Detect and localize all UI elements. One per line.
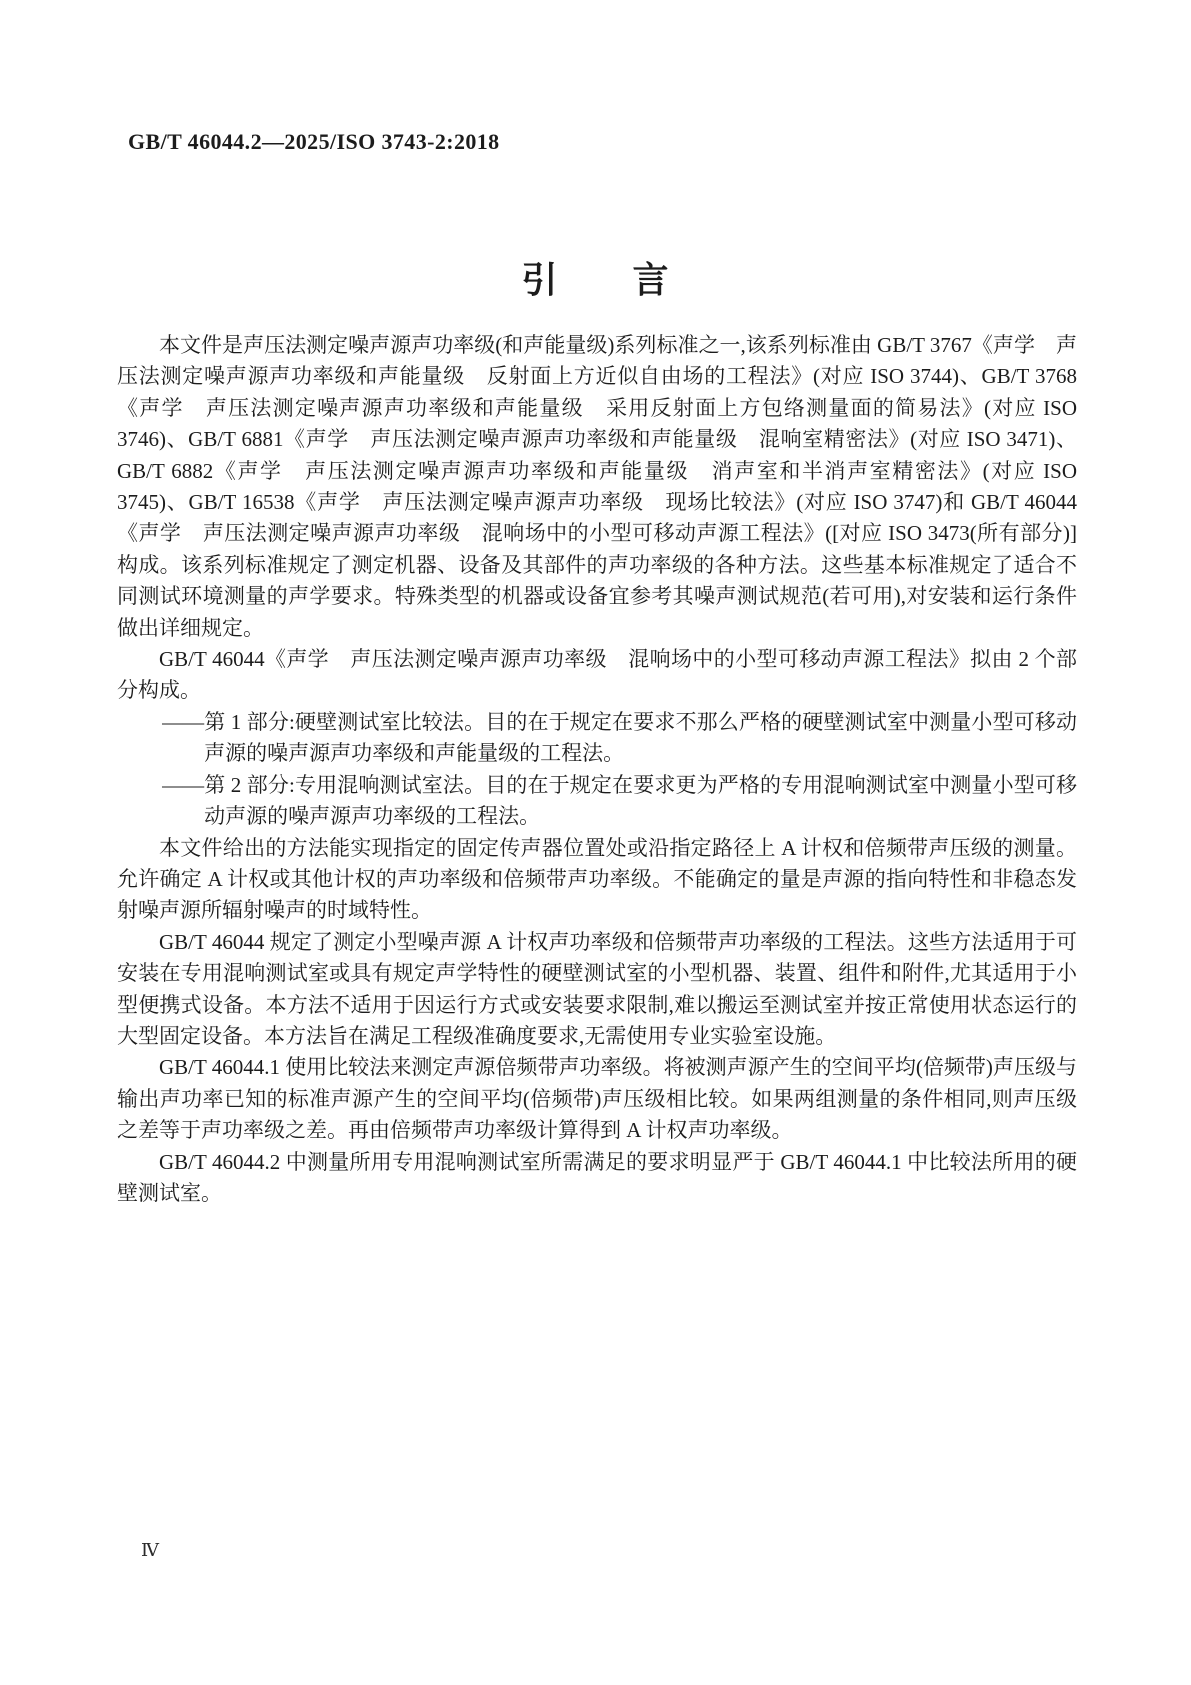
list-item-part-2: ——第 2 部分:专用混响测试室法。目的在于规定在要求更为严格的专用混响测试室中测量小型可移动声源的噪声源声功率级的工程法。 bbox=[162, 772, 1077, 829]
list-item-part-1: ——第 1 部分:硬壁测试室比较法。目的在于规定在要求不那么严格的硬壁测试室中测量小型可移动声源的噪声源声功率级和声能量级的工程法。 bbox=[162, 709, 1077, 766]
paragraph-intro-series: 本文件是声压法测定噪声源声功率级(和声能量级)系列标准之一,该系列标准由 GB/T 3767《声学 声压法测定噪声源声功率级和声能量级 反射面上方近似自由场的工程法》(对应 ISO 3744)、GB/T 3768《声学 声压法测定噪声源声功率级和声能量级 采用反射面上方包络测量面的简易法》(对应 ISO 3746)、GB/T 6881《声学 声压法测定噪声源声功率级和声能量级 混响室精密法》(对应 ISO 3471)、GB/T 6882《声学 声压法测定噪声源声功率级和声能量级 消声室和半消声室精密法》(对应 ISO 3745)、GB/T 16538《声学 声压法测定噪声源声功率级 现场比较法》(对应 ISO 3747)和 GB/T 46044《声学 声压法测定噪声源声功率级 混响场中的小型可移动声源工程法》([对应 ISO 3473(所有部分)]构成。该系列标准规定了测定机器、设备及其部件的声功率级的各种方法。这些基本标准规定了适合不同测试环境测量的声学要求。特殊类型的机器或设备宜参考其噪声测试规范(若可用),对安装和运行条件做出详细规定。 bbox=[117, 333, 1077, 640]
page-number: Ⅳ bbox=[141, 1540, 159, 1560]
page-title: 引 言 bbox=[521, 259, 670, 301]
paragraph-parts-lead: GB/T 46044《声学 声压法测定噪声源声功率级 混响场中的小型可移动声源工程法》拟由 2 个部分构成。 bbox=[117, 647, 1077, 703]
document-number: GB/T 46044.2—2025/ISO 3743-2:2018 bbox=[128, 129, 500, 154]
paragraph-comparison-method: GB/T 46044.1 使用比较法来测定声源倍频带声功率级。将被测声源产生的空间平均(倍频带)声压级与输出声功率已知的标准声源产生的空间平均(倍频带)声压级相比较。如果两组测量的条件相同,则声压级之差等于声功率级之差。再由倍频带声功率级计算得到 A 计权声功率级。 bbox=[117, 1055, 1077, 1143]
paragraph-applicability: GB/T 46044 规定了测定小型噪声源 A 计权声功率级和倍频带声功率级的工程法。这些方法适用于可安装在专用混响测试室或具有规定声学特性的硬壁测试室的小型机器、装置、组件和附件,尤其适用于小型便携式设备。本方法不适用于因运行方式或安装要求限制,难以搬运至测试室并按正常使用状态运行的大型固定设备。本方法旨在满足工程级准确度要求,无需使用专业实验室设施。 bbox=[117, 929, 1077, 1048]
paragraph-requirements: GB/T 46044.2 中测量所用专用混响测试室所需满足的要求明显严于 GB/T 46044.1 中比较法所用的硬壁测试室。 bbox=[117, 1149, 1077, 1205]
body-text bbox=[117, 330, 1077, 1209]
paragraph-method-scope: 本文件给出的方法能实现指定的固定传声器位置处或沿指定路径上 A 计权和倍频带声压级的测量。允许确定 A 计权或其他计权的声功率级和倍频带声功率级。不能确定的量是声源的指向特性和非稳态发射噪声源所辐射噪声的时域特性。 bbox=[117, 835, 1077, 923]
